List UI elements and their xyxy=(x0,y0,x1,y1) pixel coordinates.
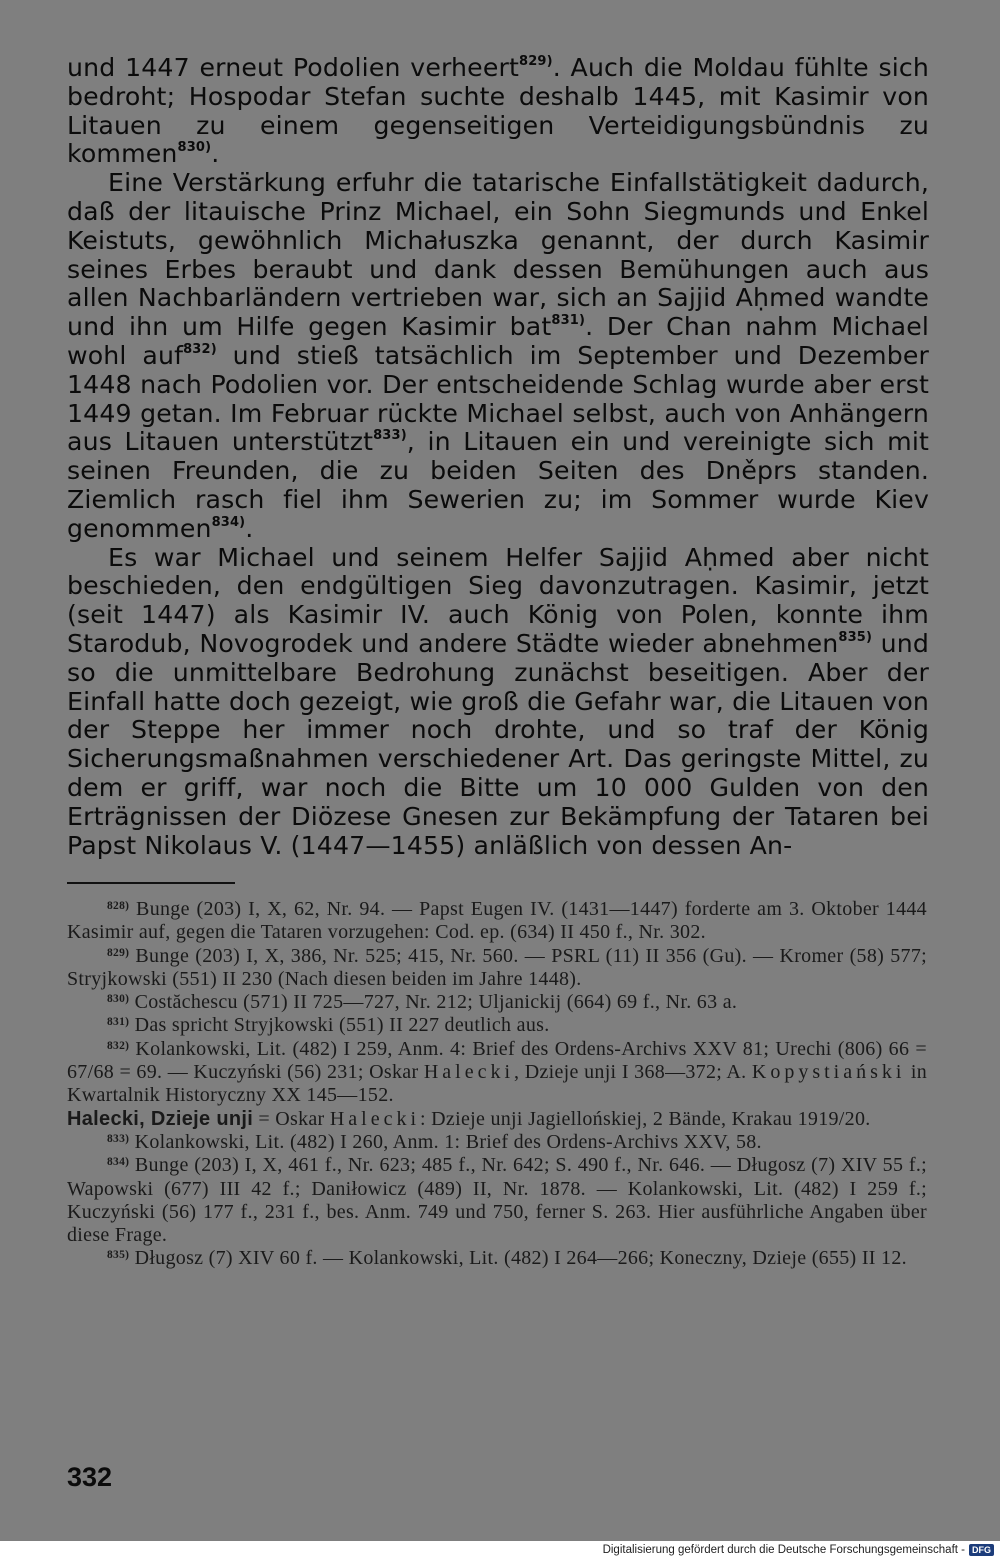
footer-text: Digitalisierung gefördert durch die Deutsche Forschungsgemeinschaft - xyxy=(602,1544,965,1556)
footnote-ref: 833) xyxy=(373,428,407,444)
paragraph-2: Eine Verstärkung erfuhr die tatarische Einfallstätigkeit dadurch, daß der litauische Prinz Michael, ein Sohn Siegmunds und Enkel Keistuts, gewöhnlich Michałuszka genannt, der durch Kasimir seines Erbes beraubt und dank dessen Bemühungen auch aus allen Nachbarländern vertrieben war, sich an Sajjid Aḥmed wandte und ihn um Hilfe gegen Kasimir bat$^{831)}$. Der Chan nahm Michael wohl auf$^{832)}$ und stieß tatsächlich im September und Dezember 1448 nach Podolien vor. Der entscheidende Schlag wurde aber erst 1449 getan. Im Februar rückte Michael selbst, auch von Anhängern aus Litauen unterstützt$^{833)}$, in Litauen ein und vereinigte sich mit seinen Freunden, die zu beiden Seiten des Dněprs standen. Ziemlich rasch fiel ihm Sewerien zu; im Sommer wurde Kiev genommen$^{834)}$. xyxy=(67,168,930,543)
footnote: $^{832)}$ Kolankowski, Lit. (482) I 259, Anm. 4: Brief des Ordens-Archivs XXV 81; Urechi (806) 66 = 67/68 = 69. — Kuczyński (56) 231; Oskar Halecki, Dzieje unji I 368—372; A. Kopystiański in Kwartalnik Historyczny XX 145—152. xyxy=(67,1037,927,1107)
footnote-ref: 832) xyxy=(183,341,217,357)
footnote-number: 830) xyxy=(107,993,130,1006)
footnote: $^{829)}$ Bunge (203) I, X, 386, Nr. 525; 415, Nr. 560. — PSRL (11) II 356 (Gu). — Kromer (58) 577; Stryjkowski (551) II 230 (Nach diesen beiden im Jahre 1448). xyxy=(67,944,927,990)
footnote-separator xyxy=(67,882,235,884)
abbreviation-key: Halecki, Dzieje unji xyxy=(67,1107,254,1130)
dfg-logo: DFG xyxy=(969,1544,994,1556)
footnote-number: 829) xyxy=(107,946,130,959)
paragraph-1: und 1447 erneut Podolien verheert$^{829)}$. Auch die Moldau fühlte sich bedroht; Hospodar Stefan suchte deshalb 1445, mit Kasimir von Litauen zu einem gegenseitigen Verteidigungsbündnis zu kommen$^{830)}$. xyxy=(67,53,929,169)
footnote-number: 831) xyxy=(107,1016,130,1029)
main-text xyxy=(67,54,929,860)
footnote-ref: 830) xyxy=(177,140,212,156)
spaced-name: Halecki xyxy=(423,1061,515,1084)
footnotes xyxy=(67,898,927,1271)
page-number: 332 xyxy=(67,1462,113,1492)
footnote-ref: 829) xyxy=(519,54,553,69)
footnote: $^{835)}$ Długosz (7) XIV 60 f. — Kolankowski, Lit. (482) I 264—266; Koneczny, Dzieje (655) II 12. xyxy=(107,1247,907,1270)
footnote: $^{834)}$ Bunge (203) I, X, 461 f., Nr. 623; 485 f., Nr. 642; S. 490 f., Nr. 646. — Długosz (7) XIV 55 f.; Wapowski (677) III 42 f.; Daniłowicz (489) II, Nr. 1878. — Kolankowski, Lit. (482) I 259 f.; Kuczyński (56) 177 f., 231 f., bes. Anm. 749 und 750, ferner S. 263. Hier ausführliche Angaben über diese Frage. xyxy=(67,1154,927,1247)
footnote: $^{833)}$ Kolankowski, Lit. (482) I 260, Anm. 1: Brief des Ordens-Archivs XXV, 58. xyxy=(107,1130,762,1153)
footnote-number: 834) xyxy=(107,1156,130,1169)
digitization-footer xyxy=(603,1544,994,1556)
abbreviation-note: Halecki, Dzieje unji = Oskar Halecki: Dzieje unji Jagiellońskiej, 2 Bände, Krakau 1919/20. xyxy=(67,1107,871,1130)
footnote-ref: 831) xyxy=(551,313,586,329)
footnote: $^{831)}$ Das spricht Stryjkowski (551) II 227 deutlich aus. xyxy=(107,1014,550,1037)
footnote-number: 828) xyxy=(107,900,130,912)
footnote-ref: 835) xyxy=(838,629,873,645)
footnote-number: 835) xyxy=(107,1249,130,1262)
paragraph-3: Es war Michael und seinem Helfer Sajjid Aḥmed aber nicht beschieden, den endgültigen Sieg davonzutragen. Kasimir, jetzt (seit 1447) als Kasimir IV. auch König von Polen, konnte ihm Starodub, Novogrodek und andere Städte wieder abnehmen$^{835)}$ und so die unmittelbare Bedrohung zunächst beseitigen. Aber der Einfall hatte doch gezeigt, wie groß die Gefahr war, die Litauen von der Steppe her immer noch drohte, und so traf der König Sicherungsmaßnahmen verschiedener Art. Das geringste Mittel, zu dem er griff, war noch die Bitte um 10 000 Gulden von den Erträgnissen der Diözese Gnesen zur Bekämpfung der Tataren bei Papst Nikolaus V. (1447—1455) anläßlich von dessen An- xyxy=(67,542,929,860)
spaced-name: Halecki xyxy=(329,1107,421,1130)
footnote: $^{830)}$ Costăchescu (571) II 725—727, Nr. 212; Uljanickij (664) 69 f., Nr. 63 a. xyxy=(107,991,738,1014)
footnote: $^{828)}$ Bunge (203) I, X, 62, Nr. 94. — Papst Eugen IV. (1431—1447) forderte am 3. Oktober 1444 Kasimir auf, gegen die Tataren vorzugehen: Cod. ep. (634) II 450 f., Nr. 302. xyxy=(67,898,927,944)
footnote-ref: 834) xyxy=(211,514,246,530)
spaced-name: Kopystiański xyxy=(751,1061,906,1084)
footnote-number: 832) xyxy=(107,1039,130,1052)
footnote-number: 833) xyxy=(107,1132,130,1145)
